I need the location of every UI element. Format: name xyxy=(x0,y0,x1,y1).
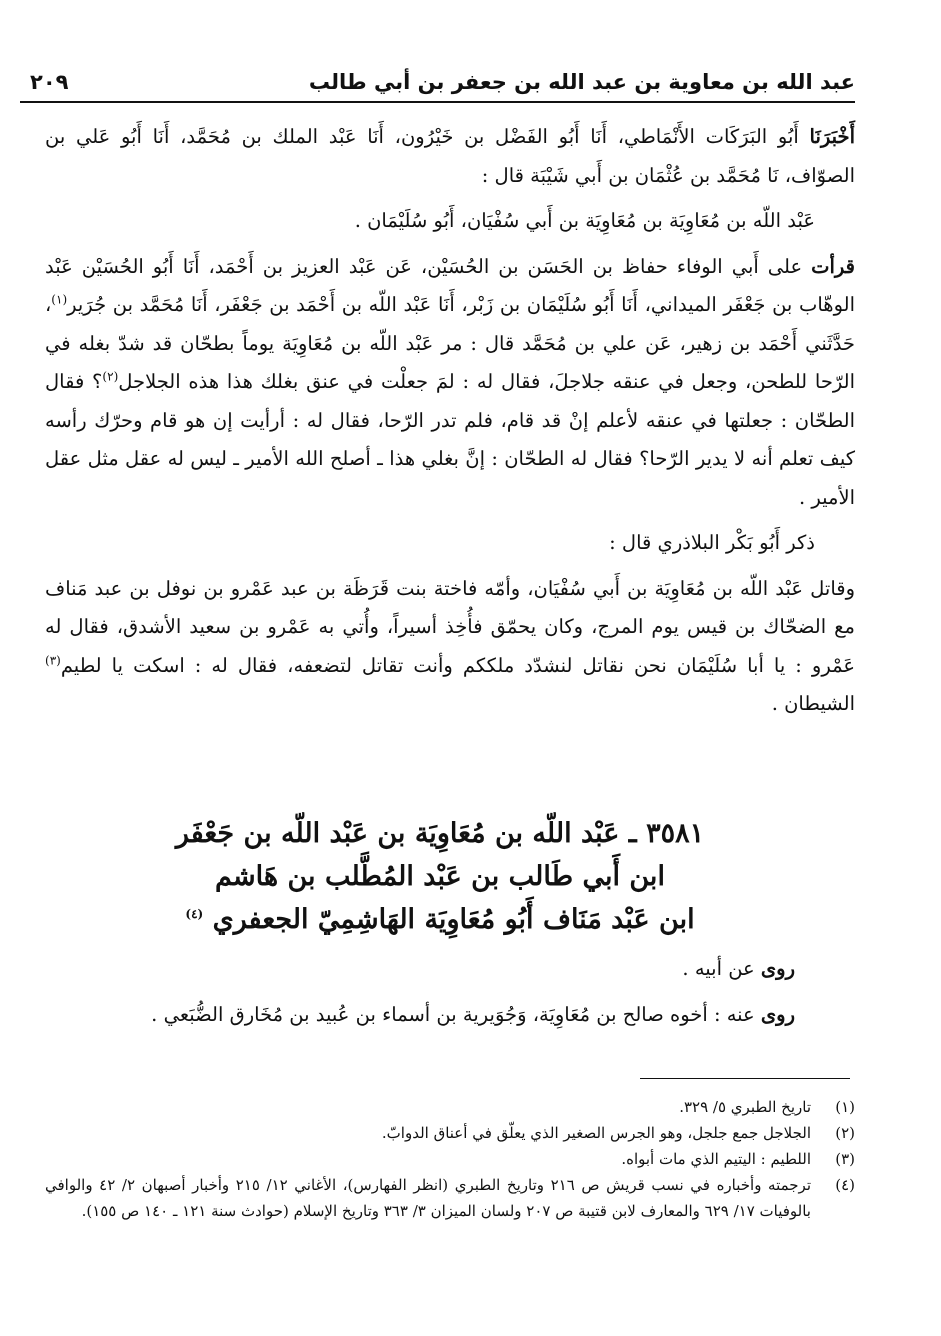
entry-heading-line-3-text: ابن عَبْد مَنَاف أَبُو مُعَاوِيَة الهَاشِمِيّ الجعفري xyxy=(212,904,695,935)
paragraph-3-text-b: ، حَدَّثَني أَحْمَد بن زهير، عَن علي بن مُحَمَّد قال : مر عَبْد اللّه بن مُعَاوِيَة يوماً بطحّان قد شدّ بغله في الرّحا للطحن، وجعل في عنقه جلاجلَ، فقال له : لمَ جعلْت في عنق بغلك هذا هذه الجلاجل xyxy=(45,293,855,393)
footnote-text: الجلاجل جمع جلجل، وهو الجرس الصغير الذي يعلّق في أعناق الدوابّ. xyxy=(381,1124,811,1142)
page-number: ٢٠٩ xyxy=(30,70,69,94)
paragraph-5 xyxy=(45,570,855,724)
paragraph-4: ذكر أَبُو بَكْر البلاذري قال : xyxy=(609,531,815,554)
entry-heading-line-1: ٣٥٨١ ـ عَبْد اللّه بن مُعَاوِيَة بن عَبْد اللّه بن جَعْفَر xyxy=(175,818,705,849)
narrated-from-text: عن أبيه . xyxy=(682,957,761,980)
running-header xyxy=(30,62,855,102)
entry-heading-line-3 xyxy=(80,898,800,941)
narrated-by xyxy=(45,992,795,1038)
footnote-ref-4[interactable]: (٤) xyxy=(185,907,204,921)
entry-heading-line-2: ابن أَبي طَالب بن عَبْد المُطَّلب بن هَاشم xyxy=(215,861,665,892)
entry-heading xyxy=(80,812,800,941)
paragraph-3-text-c: ؟ فقال الطحّان : جعلتها في عنقه لأعلم إنْ قد قام، فلم تدر الرّحا، فقال له : أرأيت إن هو قام وحرّك رأسه كيف تعلم أنه لا يدير الرّحا؟ فقال له الطحّان : إنَّ بغلي هذا ـ أصلح الله الأمير ـ ليس له عقل مثل عقل الأمير . xyxy=(45,370,855,509)
paragraph-1-text: أَبُو البَرَكَات الأَنْمَاطي، أَنَا أَبُو الفَضْل بن خَيْرُون، أَنَا عَبْد الملك بن مُحَمَّد، أَنَا أَبُو عَلي بن الصوّاف، نَا مُحَمَّد بن عُثْمَان بن أَبي شَيْبَة قال : xyxy=(45,125,855,187)
footnotes xyxy=(45,1094,855,1224)
footnote-text: ترجمته وأخباره في نسب قريش ص ٢١٦ وتاريخ الطبري (انظر الفهارس)، الأغاني ١٢/ ٢١٥ وأخبار أصبهان ٢/ ٤٢ والوافي بالوفيات ١٧/ ٦٢٩ والمعارف لابن قتيبة ص ٢٠٧ ولسان الميزان ٣/ ٣٦٣ وتاريخ الإسلام (حوادث سنة ١٢١ ـ ١٤٠ ص ١٥٥). xyxy=(45,1176,812,1220)
paragraph-3-text-a: على أَبي الوفاء حفاظ بن الحَسَن بن الحُسَيْن، عَن عَبْد العزيز بن أَحْمَد، أَنَا أَبُو الحُسَيْن عَبْد الوهّاب بن جَعْفَر الميداني، أَنَا أَبُو سُلَيْمَان بن زَبْر، أَنَا عَبْد اللّه بن أَحْمَد بن جَعْفَر، أَنَا مُحَمَّد بن جُرَير xyxy=(45,254,855,316)
paragraph-3 xyxy=(45,248,855,518)
paragraph-1-lead: أَخْبَرَنَا xyxy=(809,125,855,148)
paragraph-2: عَبْد اللّه بن مُعَاوِيَة بن مُعَاوِيَة بن أَبي سُفْيَان، أَبُو سُلَيْمَان . xyxy=(354,209,815,232)
footnote-number: (٣) xyxy=(835,1150,855,1168)
header-title: عبد الله بن معاوية بن عبد الله بن جعفر بن أبي طالب xyxy=(308,70,855,94)
footnote-number: (٢) xyxy=(835,1124,855,1142)
footnote-text: اللطيم : اليتيم الذي مات أبواه. xyxy=(621,1150,811,1168)
narrated-from xyxy=(45,946,795,992)
paragraph-5-text-a: وقاتل عَبْد اللّه بن مُعَاوِيَة بن أَبي سُفْيَان، وأمّه فاختة بنت قَرَظَة بن عبد عَمْرو بن نوفل بن عبد مَناف مع الضحّاك بن قيس يوم المرج، وكان يحمّق فأُخِذ أسيراً، وأُتي به عَمْرو بن سعيد الأشدق، فقال له عَمْرو : يا أبا سُلَيْمَان نحن نقاتل لنشدّد ملككم وأنت تقاتل لتضعفه، فقال له : اسكت يا لطيم xyxy=(45,576,855,677)
main-text xyxy=(45,118,855,724)
paragraph-3-lead: قرأت xyxy=(811,254,855,278)
footnote-text: تاريخ الطبري ٥/ ٣٢٩. xyxy=(679,1098,811,1116)
footnote-rule xyxy=(640,1078,850,1079)
footnote-ref-2[interactable]: (٢) xyxy=(102,369,119,384)
narrated-from-lead: روى xyxy=(760,957,795,980)
header-rule xyxy=(20,101,855,103)
footnote xyxy=(45,1172,855,1224)
footnote-number: (١) xyxy=(835,1098,855,1116)
footnote xyxy=(45,1146,855,1172)
paragraph-5-text-b: الشيطان . xyxy=(771,692,855,715)
footnote xyxy=(45,1120,855,1146)
footnote-ref-1[interactable]: (١) xyxy=(51,292,68,307)
footnote-ref-3[interactable]: (٣) xyxy=(45,653,61,667)
paragraph-1 xyxy=(45,118,855,195)
footnote xyxy=(45,1094,855,1120)
narrated-by-lead: روى xyxy=(760,1003,795,1026)
footnote-number: (٤) xyxy=(835,1176,855,1194)
narrators-section xyxy=(45,946,795,1038)
narrated-by-text: عنه : أخوه صالح بن مُعَاوِيَة، وَجُوَيرية بن أسماء بن عُبيد بن مُخَارق الضُّبَعي . xyxy=(151,1003,761,1026)
